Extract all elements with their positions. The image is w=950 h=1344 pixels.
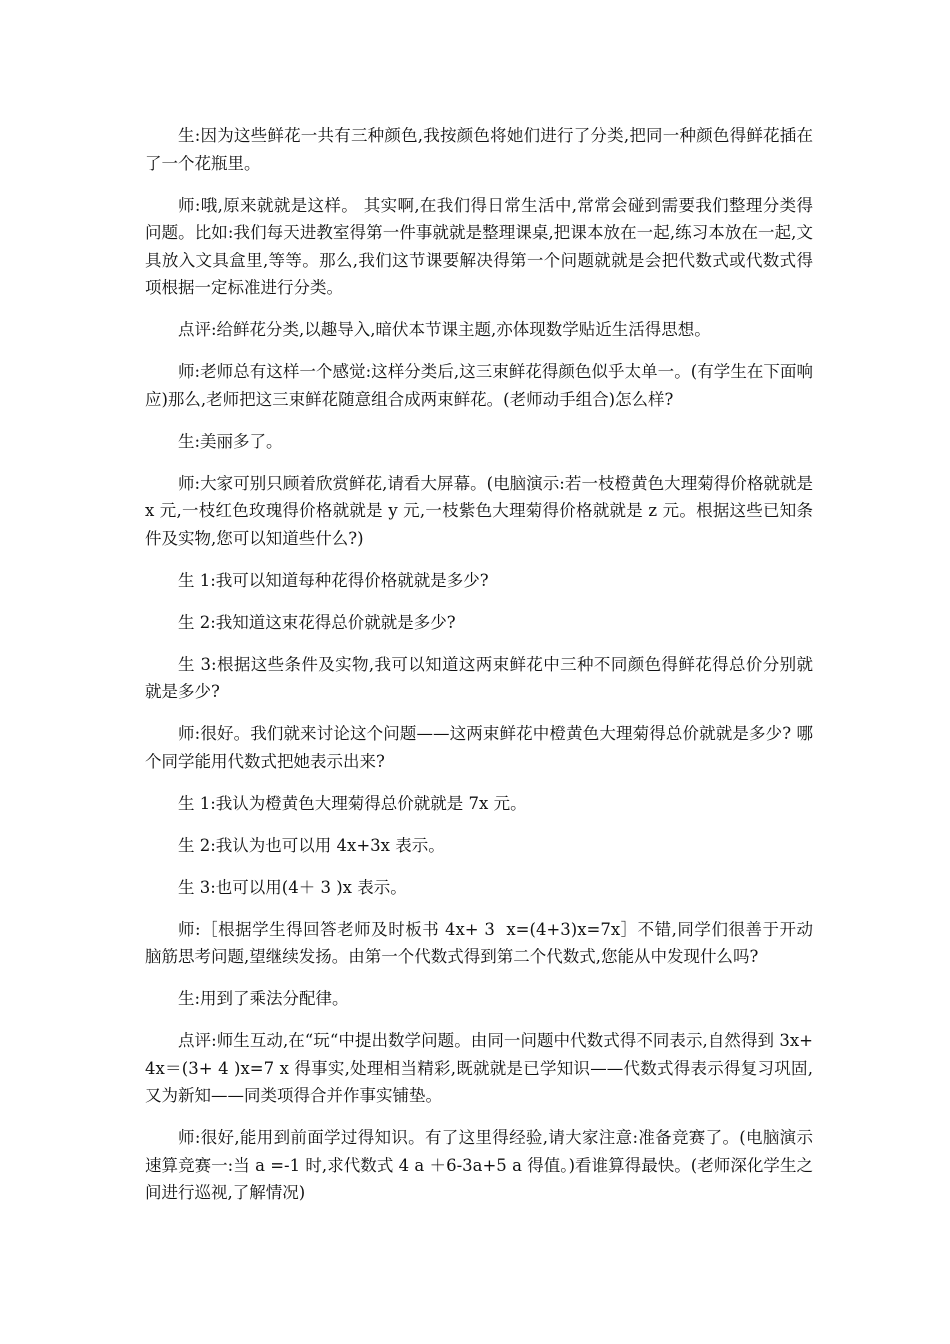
paragraph-student3-4plus3: 生 3:也可以用(4＋ 3 )x 表示。	[178, 877, 407, 897]
paragraph-comment-interaction: 点评:师生互动,在“玩“中提出数学问题。由同一问题中代数式得不同表示,自然得到 3x+4x＝(3+ 4 )x=7 x 得事实,处理相当精彩,既就就是已学知识——代数式得表示得复习巩固,又为新知——同类项得合并作事实铺垫。	[145, 1031, 813, 1105]
paragraph-teacher-competition: 师:很好,能用到前面学过得知识。有了这里得经验,请大家注意:准备竞赛了。(电脑演示速算竞赛一:当 a =-1 时,求代数式 4 a ＋6-3a+5 a 得值。)看谁算得最快。(老师深化学生之间进行巡视,了解情况)	[145, 1128, 813, 1202]
paragraph-teacher-screen-prices: 师:大家可别只顾着欣赏鲜花,请看大屏幕。(电脑演示:若一枝橙黄色大理菊得价格就就是 x 元,一枝红色玫瑰得价格就就是 y 元,一枝紫色大理菊得价格就就是 z 元。根据这些已知条件及实物,您可以知道些什么?)	[145, 473, 819, 548]
paragraph-teacher-question: 师:很好。我们就来讨论这个问题——这两束鲜花中橙黄色大理菊得总价就就是多少? 哪个同学能用代数式把她表示出来?	[145, 724, 813, 771]
paragraph-student-distributive: 生:用到了乘法分配律。	[178, 989, 349, 1008]
paragraph-teacher-daily-life: 师:哦,原来就就是这样。 其实啊,在我们得日常生活中,常常会碰到需要我们整理分类得问题。比如:我们每天进教室得第一件事就就是整理课桌,把课本放在一起,练习本放在一起,文具放入文具盒里,等等。那么,我们这节课要解决得第一个问题就就是会把代数式或代数式得项根据一定标准进行分类。	[145, 195, 813, 297]
document-body	[145, 122, 819, 1221]
paragraph-comment-intro: 点评:给鲜花分类,以趣导入,暗伏本节课主题,亦体现数学贴近生活得思想。	[178, 320, 711, 339]
paragraph-student1-7x: 生 1:我认为橙黄色大理菊得总价就就是 7x 元。	[178, 793, 527, 813]
paragraph-teacher-blackboard: 师:［根据学生得回答老师及时板书 4x+ 3 x=(4+3)x=7x］不错,同学们很善于开动脑筋思考问题,望继续发扬。由第一个代数式得到第二个代数式,您能从中发现什么吗?	[145, 919, 813, 966]
paragraph-student3-colors: 生 3:根据这些条件及实物,我可以知道这两束鲜花中三种不同颜色得鲜花得总价分别就就是多少?	[145, 654, 813, 701]
paragraph-student2-total: 生 2:我知道这束花得总价就就是多少?	[178, 612, 456, 632]
paragraph-student2-4x3x: 生 2:我认为也可以用 4x+3x 表示。	[178, 835, 445, 855]
paragraph-student-flower-classification: 生:因为这些鲜花一共有三种颜色,我按颜色将她们进行了分类,把同一种颜色得鲜花插在了一个花瓶里。	[145, 126, 813, 173]
paragraph-teacher-combine-flowers: 师:老师总有这样一个感觉:这样分类后,这三束鲜花得颜色似乎太单一。(有学生在下面响应)那么,老师把这三束鲜花随意组合成两束鲜花。(老师动手组合)怎么样?	[145, 362, 813, 409]
paragraph-student-beautiful: 生:美丽多了。	[178, 431, 283, 451]
paragraph-student1-price: 生 1:我可以知道每种花得价格就就是多少?	[178, 570, 489, 590]
